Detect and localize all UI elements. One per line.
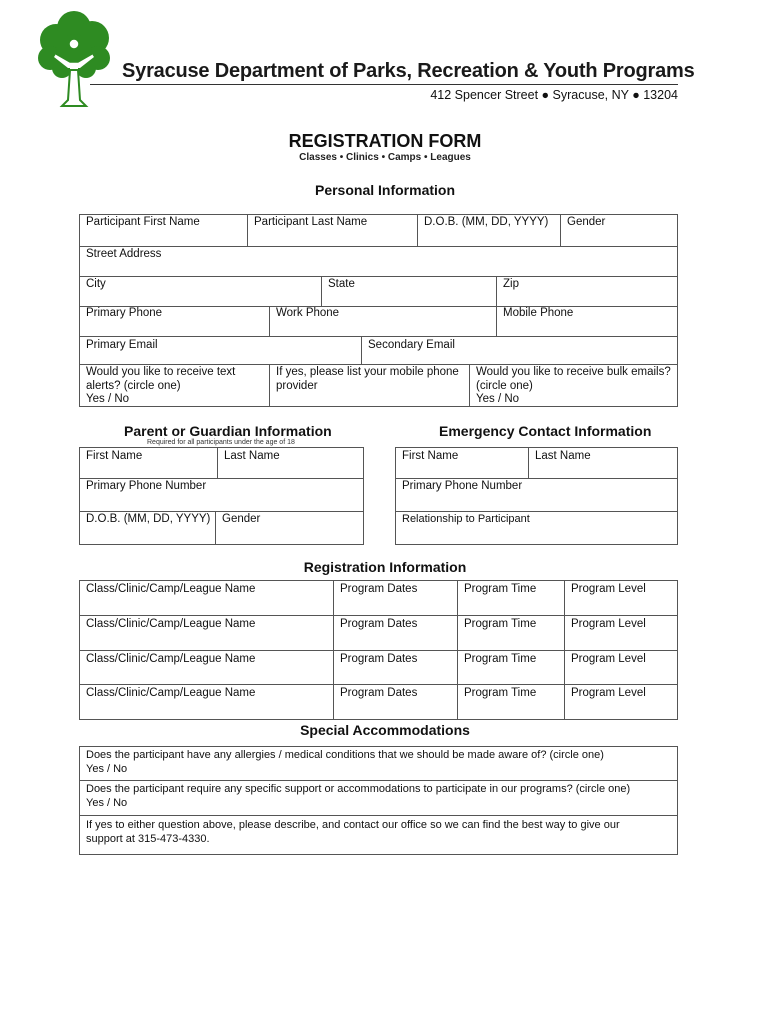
guardian-gender-field[interactable]: Gender xyxy=(222,513,261,525)
program-name-field[interactable]: Class/Clinic/Camp/League Name xyxy=(86,618,256,630)
emergency-primary-phone-field[interactable]: Primary Phone Number xyxy=(402,480,523,492)
guardian-info-note: Required for all participants under the age of 18 xyxy=(147,439,295,446)
divider xyxy=(79,306,678,307)
program-name-field[interactable]: Class/Clinic/Camp/League Name xyxy=(86,687,256,699)
participant-dob-field[interactable]: D.O.B. (MM, DD, YYYY) xyxy=(424,216,549,228)
tree-person-logo-icon xyxy=(34,10,114,110)
allergies-question-text: Does the participant have any allergies / medical conditions that we should be made aware of? (circle one) xyxy=(86,749,604,761)
secondary-email-field[interactable]: Secondary Email xyxy=(368,339,455,351)
program-dates-field[interactable]: Program Dates xyxy=(340,687,418,699)
guardian-info-heading: Parent or Guardian Information xyxy=(124,423,332,439)
work-phone-field[interactable]: Work Phone xyxy=(276,307,340,319)
allergies-question[interactable] xyxy=(80,745,610,780)
bulk-email-answer: Yes / No xyxy=(476,393,520,405)
organization-title: Syracuse Department of Parks, Recreation & Youth Programs xyxy=(122,60,695,82)
describe-accommodations-field[interactable] xyxy=(80,815,626,850)
text-alerts-line1: Would you like to receive text xyxy=(86,366,236,378)
primary-email-field[interactable]: Primary Email xyxy=(86,339,158,351)
special-accommodations-heading: Special Accommodations xyxy=(300,722,470,738)
divider xyxy=(79,246,678,247)
support-question-text: Does the participant require any specific support or accommodations to participate in our programs? (circle one) xyxy=(86,783,631,795)
program-time-field[interactable]: Program Time xyxy=(464,583,537,595)
guardian-primary-phone-field[interactable]: Primary Phone Number xyxy=(86,480,207,492)
describe-line1: If yes to either question above, please describe, and contact our office so we can find the best way to give our xyxy=(86,819,620,831)
bulk-email-line1: Would you like to receive bulk emails? xyxy=(476,366,671,378)
participant-gender-field[interactable]: Gender xyxy=(567,216,606,228)
emergency-last-name-field[interactable]: Last Name xyxy=(535,450,591,462)
organization-address: 412 Spencer Street ● Syracuse, NY ● 13204 xyxy=(430,88,678,102)
street-address-field[interactable]: Street Address xyxy=(86,248,162,260)
program-name-field[interactable]: Class/Clinic/Camp/League Name xyxy=(86,583,256,595)
bulk-email-question[interactable] xyxy=(470,362,677,411)
guardian-dob-field[interactable]: D.O.B. (MM, DD, YYYY) xyxy=(86,513,211,525)
guardian-last-name-field[interactable]: Last Name xyxy=(224,450,280,462)
mobile-phone-field[interactable]: Mobile Phone xyxy=(503,307,574,319)
text-alerts-line2: alerts? (circle one) xyxy=(86,379,181,392)
mobile-provider-line1: If yes, please list your mobile phone xyxy=(276,366,459,378)
primary-phone-field[interactable]: Primary Phone xyxy=(86,307,163,319)
city-field[interactable]: City xyxy=(86,278,106,290)
allergies-answer: Yes / No xyxy=(86,762,128,775)
program-dates-field[interactable]: Program Dates xyxy=(340,653,418,665)
guardian-first-name-field[interactable]: First Name xyxy=(86,450,143,462)
personal-info-heading: Personal Information xyxy=(314,182,456,198)
mobile-provider-field[interactable] xyxy=(270,362,465,397)
mobile-provider-line2: provider xyxy=(276,379,318,392)
program-level-field[interactable]: Program Level xyxy=(571,583,646,595)
describe-line2: support at 315-473-4330. xyxy=(86,832,210,845)
registration-info-heading: Registration Information xyxy=(303,559,467,575)
zip-field[interactable]: Zip xyxy=(503,278,519,290)
participant-first-name-field[interactable]: Participant First Name xyxy=(86,216,200,228)
bulk-email-line2: (circle one) xyxy=(476,379,533,392)
emergency-first-name-field[interactable]: First Name xyxy=(402,450,459,462)
emergency-relationship-field[interactable]: Relationship to Participant xyxy=(402,513,530,525)
header-rule xyxy=(90,84,678,85)
text-alerts-answer: Yes / No xyxy=(86,393,130,405)
program-time-field[interactable]: Program Time xyxy=(464,687,537,699)
program-level-field[interactable]: Program Level xyxy=(571,618,646,630)
program-time-field[interactable]: Program Time xyxy=(464,618,537,630)
support-answer: Yes / No xyxy=(86,796,128,809)
divider xyxy=(79,276,678,277)
support-question[interactable] xyxy=(80,779,636,814)
program-dates-field[interactable]: Program Dates xyxy=(340,583,418,595)
text-alerts-question[interactable] xyxy=(80,362,241,411)
form-title: REGISTRATION FORM xyxy=(288,131,482,151)
program-level-field[interactable]: Program Level xyxy=(571,687,646,699)
state-field[interactable]: State xyxy=(328,278,355,290)
program-level-field[interactable]: Program Level xyxy=(571,653,646,665)
program-dates-field[interactable]: Program Dates xyxy=(340,618,418,630)
program-time-field[interactable]: Program Time xyxy=(464,653,537,665)
emergency-contact-heading: Emergency Contact Information xyxy=(439,423,652,439)
participant-last-name-field[interactable]: Participant Last Name xyxy=(254,216,368,228)
form-subtitle: Classes • Clinics • Camps • Leagues xyxy=(299,152,471,163)
program-name-field[interactable]: Class/Clinic/Camp/League Name xyxy=(86,653,256,665)
